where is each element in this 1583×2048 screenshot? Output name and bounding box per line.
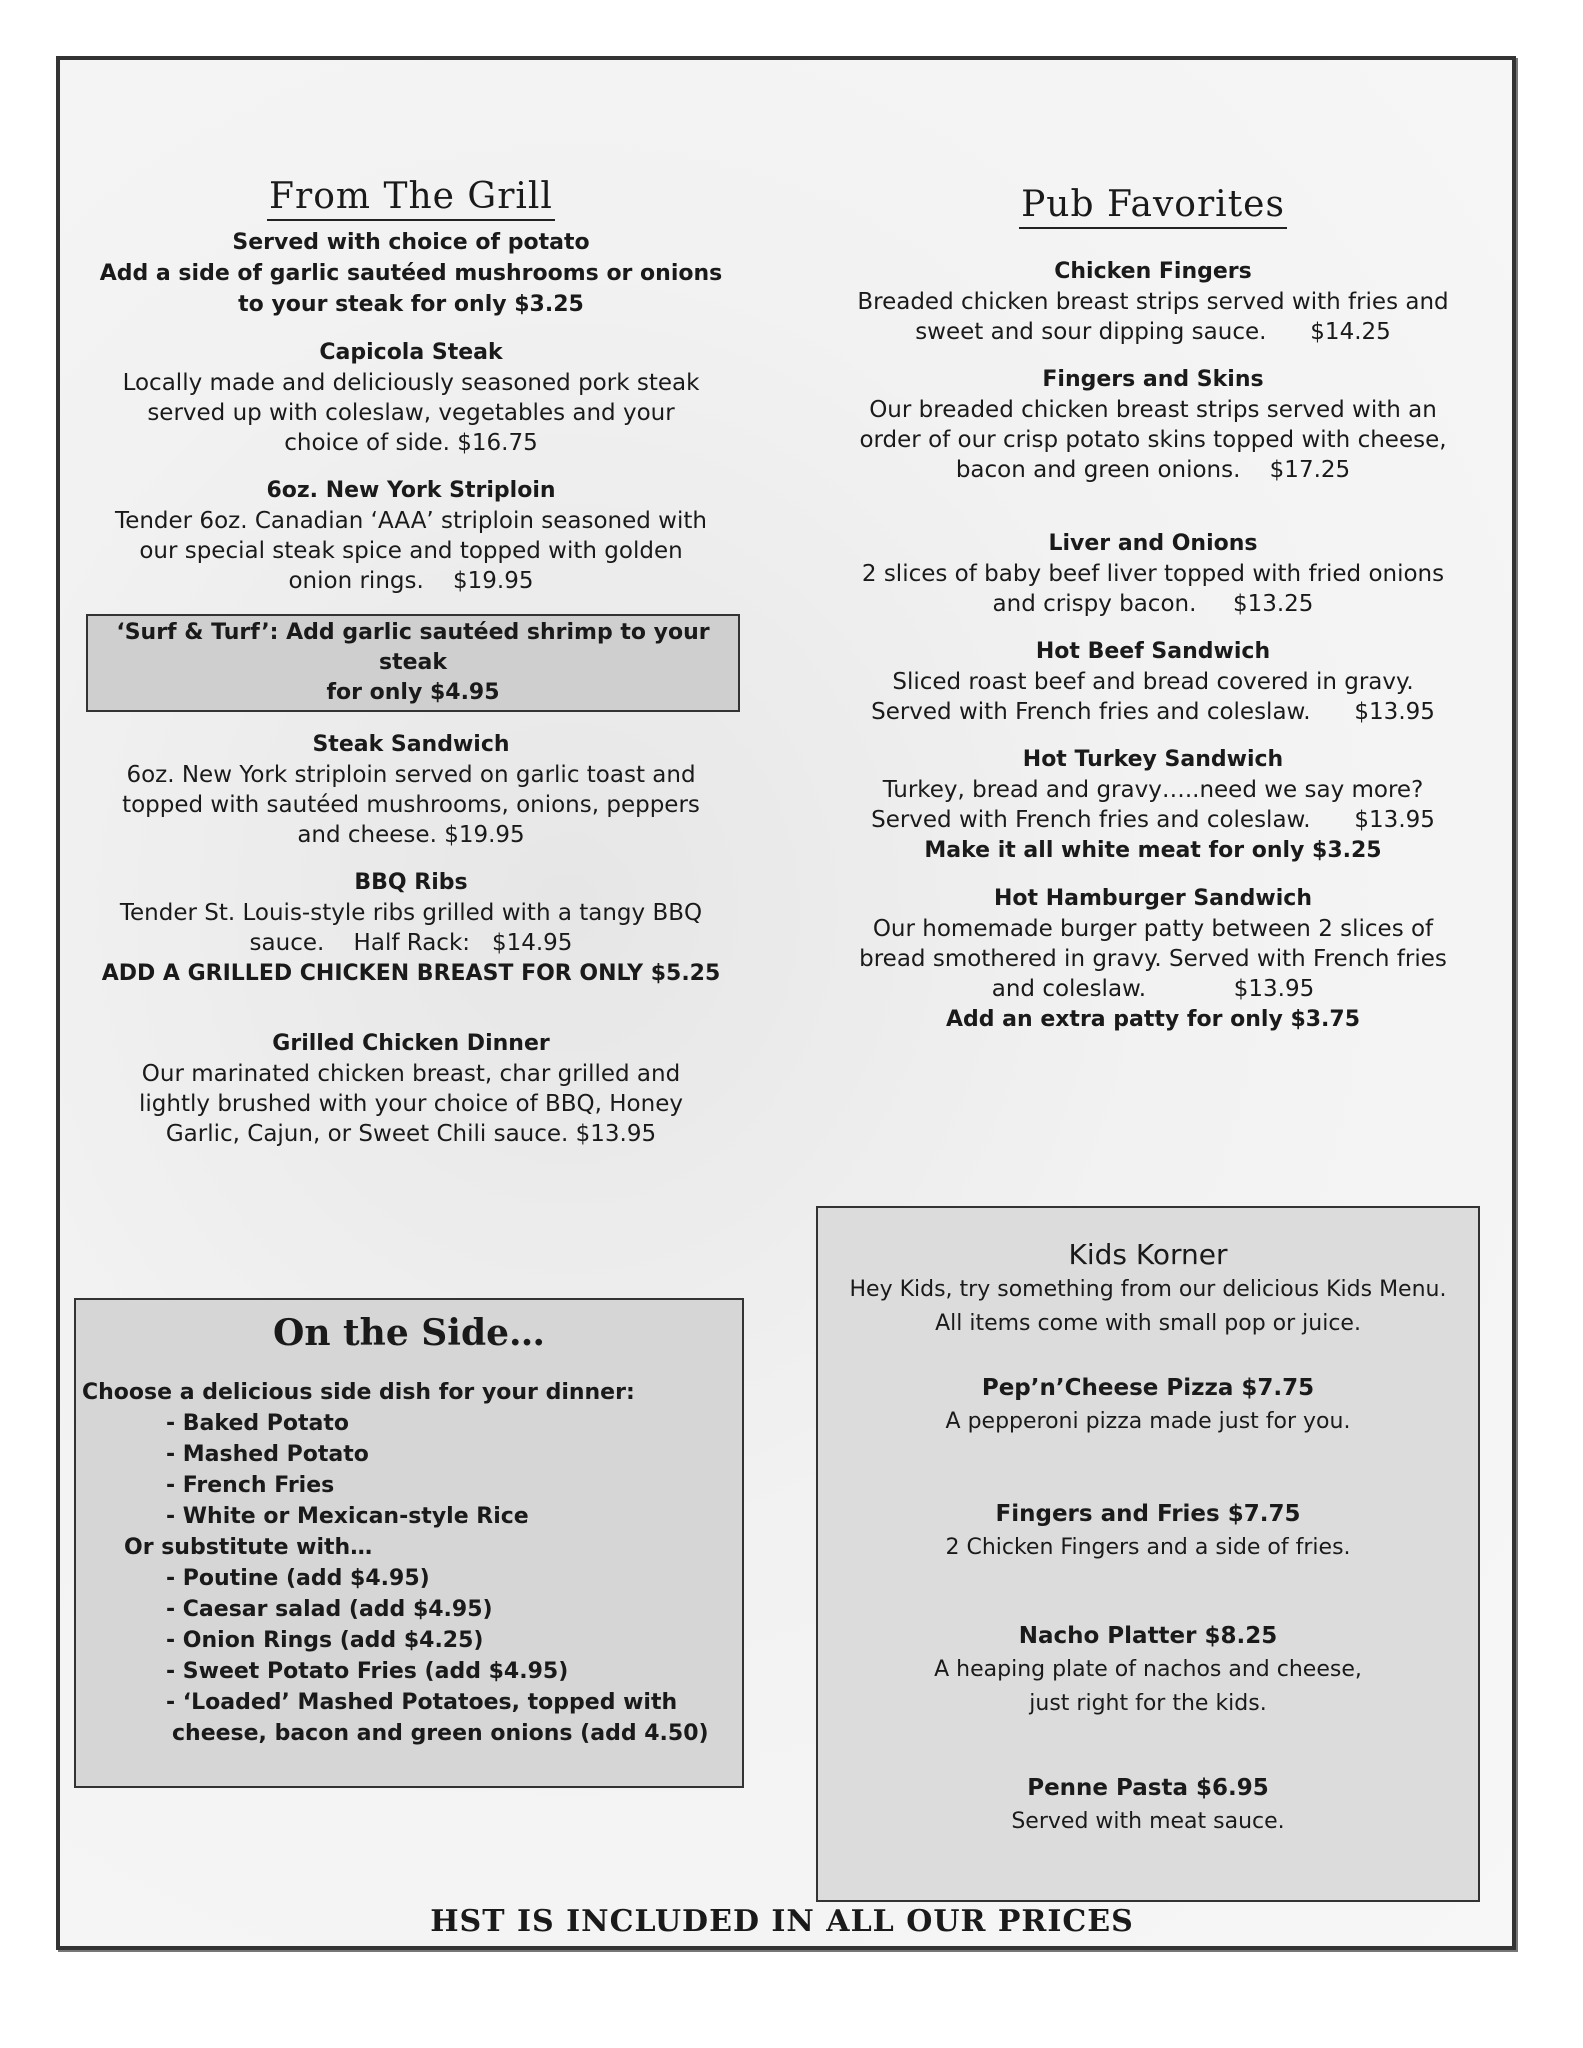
- side-option: - Baked Potato: [166, 1411, 350, 1436]
- item-extra: Add an extra patty for only $3.75: [945, 1007, 1361, 1032]
- substitute-option: - Sweet Potato Fries (add $4.95): [166, 1659, 569, 1684]
- item-name: Chicken Fingers: [1054, 259, 1252, 284]
- kids-item-name: Nacho Platter $8.25: [1018, 1623, 1278, 1649]
- item-desc-line: lightly brushed with your choice of BBQ, Honey: [139, 1091, 683, 1117]
- substitute-option: - Onion Rings (add $4.25): [166, 1628, 484, 1653]
- item-desc-line: bread smothered in gravy. Served with French fries: [859, 946, 1447, 972]
- item-desc-line: Our marinated chicken breast, char grilled and: [141, 1061, 681, 1087]
- item-name: BBQ Ribs: [354, 870, 468, 895]
- item-name: Steak Sandwich: [312, 732, 510, 757]
- menu-item: [828, 529, 1478, 619]
- kids-item-desc: 2 Chicken Fingers and a side of fries.: [945, 1535, 1351, 1560]
- kids-intro-line: All items come with small pop or juice.: [935, 1311, 1361, 1336]
- side-list: [76, 1408, 742, 1749]
- substitute-option: - Caesar salad (add $4.95): [166, 1597, 493, 1622]
- menu-item: [86, 338, 736, 458]
- grill-intro-line: Add a side of garlic sautéed mushrooms or onions: [99, 261, 723, 286]
- item-name: Fingers and Skins: [1042, 367, 1264, 392]
- item-name: Grilled Chicken Dinner: [272, 1031, 550, 1056]
- kids-intro: [818, 1273, 1478, 1341]
- item-desc-line: order of our crisp potato skins topped with cheese,: [859, 427, 1447, 453]
- grill-section: [86, 176, 736, 1149]
- grill-intro-line: Served with choice of potato: [232, 230, 590, 255]
- item-extra: ADD A GRILLED CHICKEN BREAST FOR ONLY $5.25: [101, 961, 721, 986]
- item-desc-line: and cheese. $19.95: [297, 822, 525, 848]
- item-desc-line: Locally made and deliciously seasoned pork steak: [122, 370, 700, 396]
- side-option: - Mashed Potato: [166, 1442, 369, 1467]
- item-name: Hot Hamburger Sandwich: [994, 886, 1312, 911]
- menu-item: [86, 476, 736, 596]
- menu-item: [828, 365, 1478, 485]
- menu-item: [86, 730, 736, 850]
- item-desc-line: Sliced roast beef and bread covered in gravy.: [892, 669, 1414, 695]
- item-desc-line: bacon and green onions. $17.25: [955, 457, 1351, 483]
- item-desc-line: and coleslaw. $13.95: [991, 976, 1315, 1002]
- item-desc-line: choice of side. $16.75: [284, 430, 538, 456]
- item-desc-line: 2 slices of baby beef liver topped with fried onions: [861, 561, 1445, 587]
- pub-section: [828, 184, 1478, 1035]
- item-name: Hot Turkey Sandwich: [1022, 747, 1284, 772]
- item-desc-line: onion rings. $19.95: [288, 568, 534, 594]
- kids-item: [818, 1371, 1478, 1439]
- side-dish-box: [74, 1298, 744, 1788]
- side-title: On the Side…: [272, 1312, 546, 1354]
- kids-item: [818, 1771, 1478, 1839]
- substitute-option-cont: cheese, bacon and green onions (add 4.50): [172, 1721, 709, 1746]
- kids-item-desc: A heaping plate of nachos and cheese,: [934, 1657, 1362, 1682]
- substitute-option: - Poutine (add $4.95): [166, 1566, 430, 1591]
- surf-turf-line: ‘Surf & Turf’: Add garlic sautéed shrimp to your steak: [116, 620, 710, 675]
- item-name: 6oz. New York Striploin: [266, 478, 556, 503]
- item-desc-line: Tender St. Louis-style ribs grilled with a tangy BBQ: [119, 900, 703, 926]
- menu-item: [828, 257, 1478, 347]
- kids-item: [818, 1619, 1478, 1721]
- item-name: Liver and Onions: [1048, 531, 1258, 556]
- surf-turf-box: [86, 614, 740, 712]
- side-option: - White or Mexican-style Rice: [166, 1504, 529, 1529]
- item-desc-line: Our breaded chicken breast strips served with an: [869, 397, 1437, 423]
- item-desc-line: served up with coleslaw, vegetables and your: [147, 400, 675, 426]
- kids-item-name: Pep’n’Cheese Pizza $7.75: [981, 1375, 1315, 1401]
- item-desc-line: Our homemade burger patty between 2 slices of: [872, 916, 1434, 942]
- pub-title: Pub Favorites: [1019, 184, 1287, 229]
- kids-item-desc: just right for the kids.: [1029, 1691, 1267, 1716]
- item-desc-line: topped with sautéed mushrooms, onions, peppers: [122, 792, 700, 818]
- item-desc-line: sweet and sour dipping sauce. $14.25: [915, 319, 1391, 345]
- kids-intro-line: Hey Kids, try something from our delicious Kids Menu.: [849, 1277, 1447, 1302]
- kids-korner-box: [816, 1206, 1480, 1902]
- item-extra: Make it all white meat for only $3.25: [924, 838, 1382, 863]
- substitute-option: - ‘Loaded’ Mashed Potatoes, topped with: [166, 1690, 678, 1715]
- surf-turf-line: for only $4.95: [326, 680, 500, 705]
- kids-title: Kids Korner: [1068, 1238, 1228, 1271]
- grill-intro-line: to your steak for only $3.25: [238, 292, 584, 317]
- side-intro: Choose a delicious side dish for your dinner:: [82, 1380, 635, 1405]
- item-desc-line: Tender 6oz. Canadian ‘AAA’ striploin seasoned with: [115, 508, 707, 534]
- menu-item: [86, 868, 736, 989]
- side-option: - French Fries: [166, 1473, 335, 1498]
- kids-item: [818, 1497, 1478, 1565]
- item-desc-line: our special steak spice and topped with golden: [139, 538, 683, 564]
- menu-item: [86, 1029, 736, 1149]
- substitute-label: Or substitute with…: [124, 1535, 373, 1560]
- kids-item-desc: A pepperoni pizza made just for you.: [945, 1409, 1351, 1434]
- item-desc-line: Served with French fries and coleslaw. $13.95: [871, 807, 1435, 833]
- item-name: Hot Beef Sandwich: [1035, 639, 1271, 664]
- item-desc-line: sauce. Half Rack: $14.95: [249, 930, 573, 956]
- grill-intro: [86, 227, 736, 320]
- item-desc-line: Breaded chicken breast strips served with fries and: [857, 289, 1449, 315]
- menu-item: [828, 884, 1478, 1035]
- item-desc-line: Turkey, bread and gravy…..need we say more?: [882, 777, 1424, 803]
- item-desc-line: and crispy bacon. $13.25: [992, 591, 1314, 617]
- item-desc-line: 6oz. New York striploin served on garlic toast and: [126, 762, 696, 788]
- menu-item: [828, 745, 1478, 866]
- item-desc-line: Served with French fries and coleslaw. $13.95: [871, 699, 1435, 725]
- menu-item: [828, 637, 1478, 727]
- tax-notice: HST IS INCLUDED IN ALL OUR PRICES: [430, 1904, 1134, 1939]
- kids-item-name: Penne Pasta $6.95: [1027, 1775, 1269, 1801]
- item-desc-line: Garlic, Cajun, or Sweet Chili sauce. $13.95: [165, 1121, 657, 1147]
- grill-title: From The Grill: [267, 176, 555, 221]
- kids-item-name: Fingers and Fries $7.75: [995, 1501, 1301, 1527]
- kids-item-desc: Served with meat sauce.: [1011, 1809, 1285, 1834]
- item-name: Capicola Steak: [319, 340, 503, 365]
